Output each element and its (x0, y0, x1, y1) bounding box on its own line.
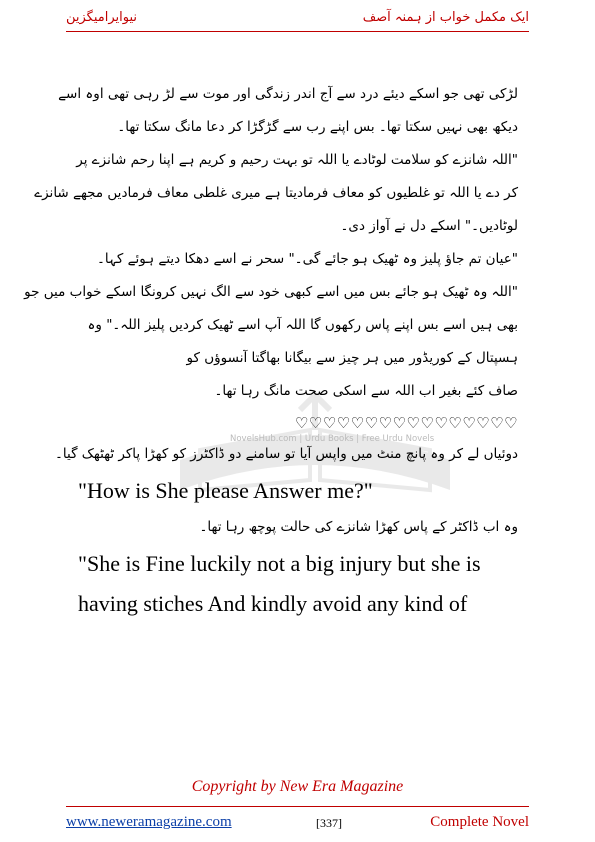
paragraph-line: صاف کئے بغیر اب اللہ سے اسکی صحت مانگ رہا تھا۔ (214, 383, 518, 399)
paragraph-line: "اللہ وہ ٹھیک ہو جائے بس میں اسے کبھی خود سے الگ نہیں کرونگا اسکے خواب میں جو (24, 284, 518, 300)
paragraph-line: لڑکی تھی جو اسکے دیئے درد سے آج اندر زندگی اور موت سے لڑ رہی تھی اوہ اسے (58, 86, 518, 102)
paragraph-line: کر دے یا اللہ تو غلطیوں کو معاف فرمادیتا ہے میری غلطی معاف فرمادیں مجھے شانزے (34, 185, 518, 201)
page-footer (66, 814, 529, 834)
copyright-notice: Copyright by New Era Magazine (191, 778, 404, 795)
watermark-url: NovelsHub.com | Urdu Books | Free Urdu Novels (230, 434, 435, 444)
english-dialogue: "She is Fine luckily not a big injury but she is (78, 551, 481, 576)
english-dialogue: "How is She please Answer me?" (78, 478, 373, 503)
novel-body (24, 78, 518, 624)
paragraph-line: دیکھ بھی نہیں سکتا تھا۔ بس اپنے رب سے گڑگڑا کر دعا مانگ سکتا تھا۔ (117, 119, 518, 135)
footer-divider (66, 806, 529, 807)
paragraph-line: ہسپتال کے کوریڈور میں ہر چیز سے بیگانا بھاگتا آنسوؤں کو (186, 350, 518, 366)
page-number: [337] (316, 816, 342, 830)
paragraph-line: دوئیاں لے کر وہ پانچ منٹ میں واپس آیا تو سامنے دو ڈاکٹرز کو کھڑا پاکر ٹھٹھک گیا۔ (54, 446, 518, 462)
magazine-name: نیوایرامیگزین (66, 10, 138, 25)
paragraph-line: بھی ہیں اسے بس اپنے پاس رکھوں گا اللہ آپ اسے ٹھیک کردیں پلیز اللہ۔" وہ (87, 317, 518, 333)
page-header (66, 10, 529, 32)
english-dialogue: having stiches And kindly avoid any kind of (78, 591, 468, 616)
paragraph-line: وہ اب ڈاکٹر کے پاس کھڑا شانزے کی حالت پوچھ رہا تھا۔ (199, 519, 518, 535)
paragraph-line: "عیان تم جاؤ پلیز وہ ٹھیک ہو جائے گی۔" سحر نے اسے دھکا دیتے ہوئے کہا۔ (96, 251, 518, 267)
header-divider (66, 31, 529, 32)
website-link[interactable]: www.neweramagazine.com (66, 814, 232, 830)
hearts-divider: ♡♡♡♡♡♡♡♡♡♡♡♡♡♡♡♡ (294, 414, 518, 432)
novel-title: ایک مکمل خواب از ہمنہ آصف (362, 10, 529, 25)
novel-type-label: Complete Novel (430, 814, 529, 830)
paragraph-line: لوٹادیں۔" اسکے دل نے آواز دی۔ (340, 218, 518, 234)
paragraph-line: "اللہ شانزے کو سلامت لوٹادے یا اللہ تو بہت رحیم و کریم ہے اپنا رحم شانزے پر (76, 152, 518, 168)
